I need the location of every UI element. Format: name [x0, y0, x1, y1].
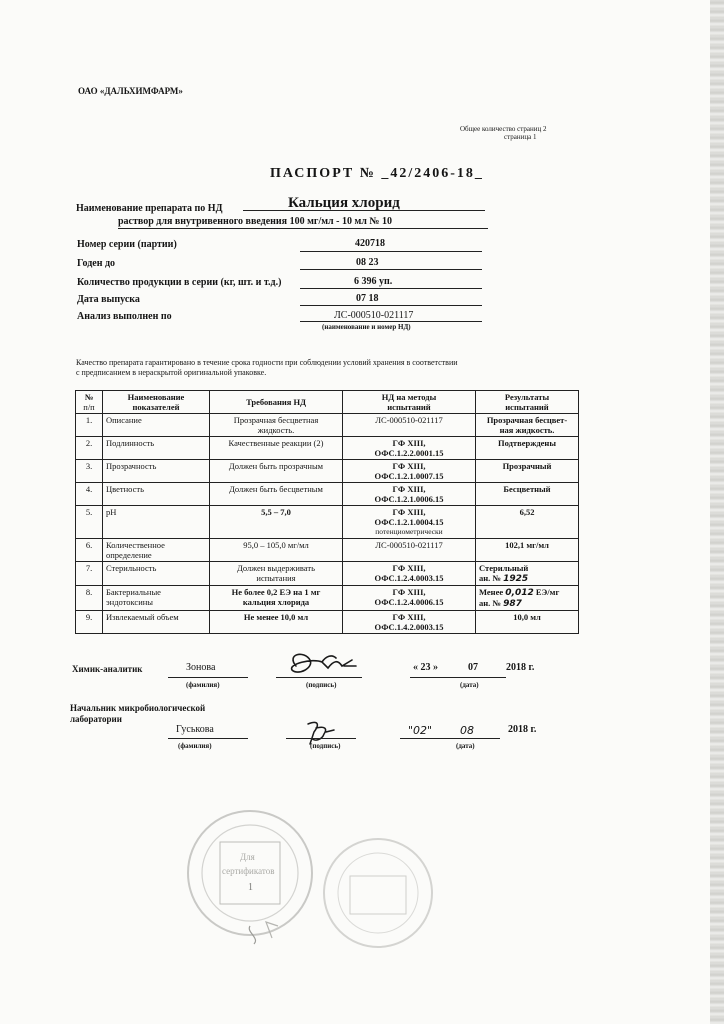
head-name: Гуськова: [176, 724, 214, 735]
analysis-value: ЛС-000510-021117: [334, 310, 414, 321]
stamp-line-2: сертификатов: [222, 866, 275, 876]
row-result: 10,0 мл: [476, 611, 579, 634]
quantity-underline: [300, 288, 482, 289]
head-label-1: Начальник микробиологической: [70, 703, 206, 713]
row-indicator: Бактериальные эндотоксины: [103, 586, 210, 611]
row-indicator: Прозрачность: [103, 460, 210, 483]
head-date-year: 2018 г.: [508, 724, 537, 735]
analysis-underline: [300, 321, 482, 322]
header-requirements: Требования НД: [210, 391, 343, 414]
row-method: ГФ XIII, ОФС.1.2.4.0003.15: [343, 562, 476, 586]
head-date-line: [400, 738, 500, 739]
row-method: ЛС-000510-021117: [343, 414, 476, 437]
batch-label: Номер серии (партии): [77, 239, 177, 250]
head-date-day: "02": [408, 724, 433, 737]
release-label: Дата выпуска: [77, 294, 140, 305]
drug-form-underline: [118, 228, 488, 229]
chemist-signature-caption: (подпись): [306, 681, 337, 689]
row-indicator: Извлекаемый объем: [103, 611, 210, 634]
row-method: ГФ XIII, ОФС.1.2.1.0007.15: [343, 460, 476, 483]
row-requirement: 95,0 – 105,0 мг/мл: [210, 539, 343, 562]
pages-total: Общее количество страниц 2: [460, 125, 547, 133]
header-results: Результаты испытаний: [476, 391, 579, 414]
table-row: [76, 611, 579, 634]
drug-label: Наименование препарата по НД: [76, 203, 223, 214]
row-result: Подтверждены: [476, 437, 579, 460]
table-row: [76, 562, 579, 586]
row-indicator: pH: [103, 506, 210, 539]
row-requirement: Должен выдерживать испытания: [210, 562, 343, 586]
head-surname-caption: (фамилия): [178, 742, 212, 750]
guarantee-line-1: Качество препарата гарантировано в течение срока годности при соблюдении условий хранения в соответствии: [76, 358, 458, 367]
header-num: № п/п: [76, 391, 103, 414]
row-requirement: Не более 0,2 ЕЭ на 1 мг кальция хлорида: [210, 586, 343, 611]
row-requirement: Должен быть бесцветным: [210, 483, 343, 506]
row-indicator: Описание: [103, 414, 210, 437]
header-methods: НД на методы испытаний: [343, 391, 476, 414]
table-header-row: [76, 391, 579, 414]
row-method: ГФ XIII, ОФС.1.2.1.0006.15: [343, 483, 476, 506]
page-number: страница 1: [504, 133, 537, 141]
chemist-date-month: 07: [468, 662, 478, 673]
chemist-date-line: [410, 677, 506, 678]
expiry-label: Годен до: [77, 258, 116, 269]
faded-stamp-right: [318, 828, 438, 958]
row-requirement: Качественные реакции (2): [210, 437, 343, 460]
batch-value: 420718: [355, 238, 385, 249]
table-row: [76, 586, 579, 611]
stamp-line-1: Для: [240, 852, 255, 862]
company-name: ОАО «ДАЛЬХИМФАРМ»: [78, 86, 183, 96]
chemist-date-day: « 23 »: [413, 662, 438, 673]
expiry-value: 08 23: [356, 257, 379, 268]
head-date-caption: (дата): [456, 742, 475, 750]
drug-form: раствор для внутривенного введения 100 мг/мл - 10 мл № 10: [118, 216, 392, 227]
row-requirement: Прозрачная бесцветная жидкость.: [210, 414, 343, 437]
analysis-caption: (наименование и номер НД): [322, 323, 411, 331]
passport-title: ПАСПОРТ № _42/2406-18_: [270, 166, 484, 181]
row-requirement: 5,5 – 7,0: [210, 506, 343, 539]
row-indicator: Количественное определение: [103, 539, 210, 562]
row-result: Стерильный ан. № 1925: [476, 562, 579, 586]
chemist-name: Зонова: [186, 662, 216, 673]
row-method: ГФ XIII, ОФС.1.4.2.0003.15: [343, 611, 476, 634]
row-number: 4.: [76, 483, 103, 506]
row-result: 102,1 мг/мл: [476, 539, 579, 562]
row-number: 5.: [76, 506, 103, 539]
row-result: Бесцветный: [476, 483, 579, 506]
analysis-label: Анализ выполнен по: [77, 311, 172, 322]
release-value: 07 18: [356, 293, 379, 304]
row-number: 9.: [76, 611, 103, 634]
head-label-2: лаборатории: [70, 714, 122, 724]
quantity-value: 6 396 уп.: [354, 276, 393, 287]
row-result: Менее 0,012 ЕЭ/мг ан. № 987: [476, 586, 579, 611]
header-name: Наименование показателей: [103, 391, 210, 414]
row-number: 2.: [76, 437, 103, 460]
row-number: 8.: [76, 586, 103, 611]
results-table: [75, 390, 579, 634]
scan-edge-shadow: [710, 0, 724, 1024]
row-number: 7.: [76, 562, 103, 586]
expiry-underline: [300, 269, 482, 270]
row-indicator: Цветность: [103, 483, 210, 506]
handwritten-endotoxin-value: 0,012: [505, 588, 534, 598]
table-row: [76, 539, 579, 562]
head-name-line: [168, 738, 248, 739]
table-row: [76, 483, 579, 506]
release-underline: [300, 305, 482, 306]
table-row: [76, 414, 579, 437]
quantity-label: Количество продукции в серии (кг, шт. и т.д.): [77, 277, 282, 288]
head-signature-caption: (подпись): [310, 742, 341, 750]
table-row: [76, 437, 579, 460]
row-requirement: Не менее 10,0 мл: [210, 611, 343, 634]
chemist-name-line: [168, 677, 248, 678]
head-date-month: 08: [460, 724, 474, 737]
row-requirement: Должен быть прозрачным: [210, 460, 343, 483]
chemist-date-caption: (дата): [460, 681, 479, 689]
table-row: [76, 506, 579, 539]
guarantee-line-2: с предписанием в нераскрытой оригинальной упаковке.: [76, 368, 267, 377]
row-method: ГФ XIII, ОФС.1.2.2.0001.15: [343, 437, 476, 460]
table-row: [76, 460, 579, 483]
row-indicator: Подлинность: [103, 437, 210, 460]
row-method: ГФ XIII, ОФС.1.2.4.0006.15: [343, 586, 476, 611]
chemist-label: Химик-аналитик: [72, 664, 143, 674]
drug-name-underline: [243, 210, 485, 211]
row-indicator: Стерильность: [103, 562, 210, 586]
head-signature-line: [286, 738, 356, 739]
drug-name: Кальция хлорид: [288, 195, 400, 211]
row-number: 3.: [76, 460, 103, 483]
chemist-signature-line: [276, 677, 362, 678]
row-method: ГФ XIII, ОФС.1.2.1.0004.15 потенциометрически: [343, 506, 476, 539]
row-result: Прозрачный: [476, 460, 579, 483]
row-result: 6,52: [476, 506, 579, 539]
row-number: 1.: [76, 414, 103, 437]
row-number: 6.: [76, 539, 103, 562]
chemist-surname-caption: (фамилия): [186, 681, 220, 689]
chemist-date-year: 2018 г.: [506, 662, 535, 673]
stamp-line-3: 1: [248, 882, 253, 893]
row-result: Прозрачная бесцвет- ная жидкость.: [476, 414, 579, 437]
row-method: ЛС-000510-021117: [343, 539, 476, 562]
handwritten-analysis-number: 987: [503, 599, 522, 609]
batch-underline: [300, 251, 482, 252]
handwritten-analysis-number: 1925: [503, 574, 529, 584]
